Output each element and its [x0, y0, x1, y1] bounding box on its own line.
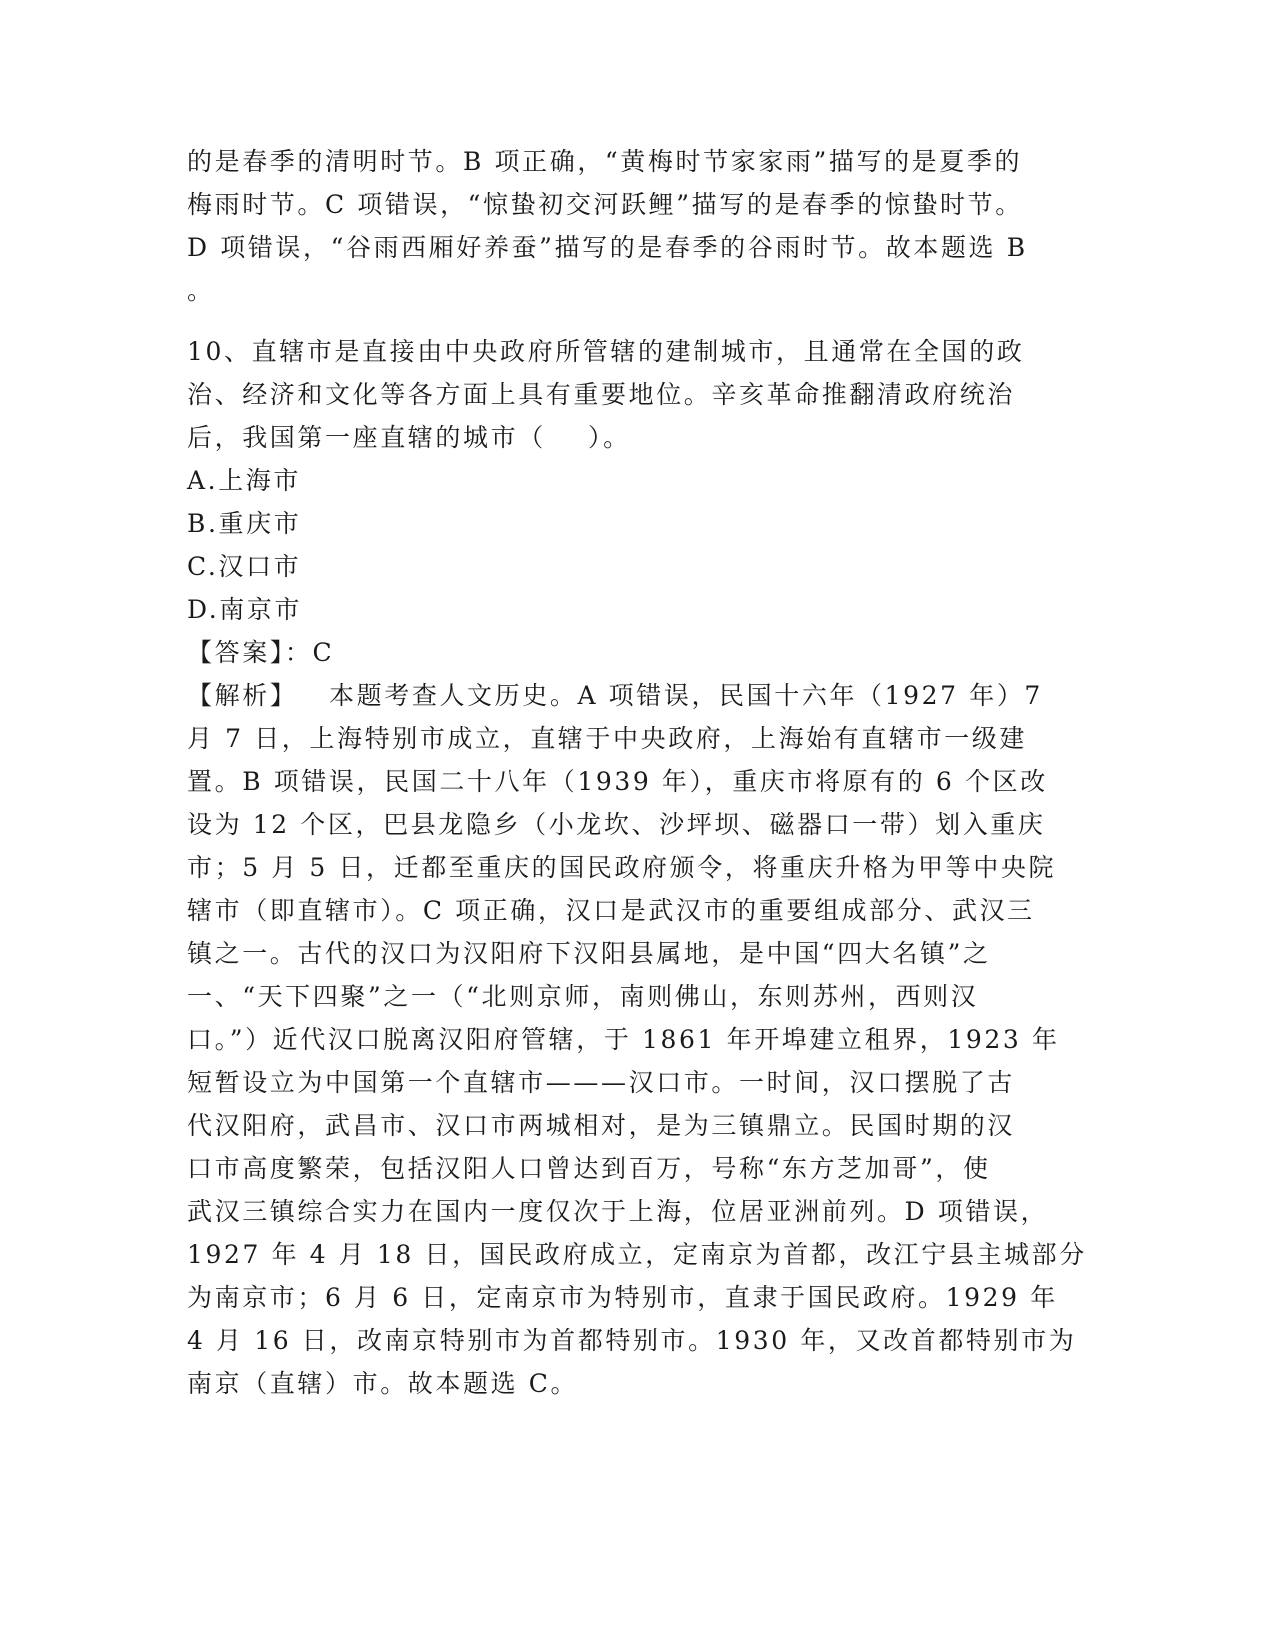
text-line: 4 月 16 日，改南京特别市为首都特别市。1930 年，又改首都特别市为	[187, 1326, 1077, 1355]
text-line: 梅雨时节。C 项错误，“惊蛰初交河跃鲤”描写的是春季的惊蛰时节。	[187, 190, 1023, 219]
text-line: 一、“天下四聚”之一（“北则京师，南则佛山，东则苏州，西则汉	[187, 982, 979, 1011]
document-page	[187, 140, 1087, 1405]
text-line: 的是春季的清明时节。B 项正确，“黄梅时节家家雨”描写的是夏季的	[187, 147, 1023, 176]
text-line: 代汉阳府，武昌市、汉口市两城相对，是为三镇鼎立。民国时期的汉	[187, 1111, 1016, 1140]
text-line: 镇之一。古代的汉口为汉阳府下汉阳县属地，是中国“四大名镇”之	[187, 939, 991, 968]
text-line: 【解析】 本题考查人文历史。A 项错误，民国十六年（1927 年）7	[187, 681, 1043, 710]
text-line: 口市高度繁荣，包括汉阳人口曾达到百万，号称“东方芝加哥”，使	[187, 1154, 991, 1183]
text-line: 为南京市；6 月 6 日，定南京市为特别市，直隶于国民政府。1929 年	[187, 1283, 1058, 1312]
text-line: 口。”）近代汉口脱离汉阳府管辖，于 1861 年开埠建立租界，1923 年	[187, 1025, 1060, 1054]
text-line: 市；5 月 5 日，迁都至重庆的国民政府颁令，将重庆升格为甲等中央院	[187, 853, 1057, 882]
option-a: A.上海市	[187, 466, 302, 495]
text-line: 短暂设立为中国第一个直辖市———汉口市。一时间，汉口摆脱了古	[187, 1068, 1016, 1097]
text-line: 置。B 项错误，民国二十八年（1939 年），重庆市将原有的 6 个区改	[187, 767, 1048, 796]
text-line: 。	[187, 276, 215, 305]
text-line: 辖市（即直辖市）。C 项正确，汉口是武汉市的重要组成部分、武汉三	[187, 896, 1035, 925]
text-line: 10、直辖市是直接由中央政府所管辖的建制城市，且通常在全国的政	[187, 337, 1025, 366]
option-d: D.南京市	[187, 595, 303, 624]
text-line: D 项错误，“谷雨西厢好养蚕”描写的是春季的谷雨时节。故本题选 B	[187, 233, 1028, 262]
text-line: 治、经济和文化等各方面上具有重要地位。辛亥革命推翻清政府统治	[187, 380, 1016, 409]
analysis	[187, 674, 1087, 1405]
question-options	[187, 459, 1087, 631]
question-10	[187, 330, 1087, 1405]
text-line: 后，我国第一座直辖的城市（ ）。	[187, 423, 631, 452]
option-b: B.重庆市	[187, 509, 302, 538]
text-line: 武汉三镇综合实力在国内一度仅次于上海，位居亚洲前列。D 项错误，	[187, 1197, 1049, 1226]
text-line: 月 7 日，上海特别市成立，直辖于中央政府，上海始有直辖市一级建	[187, 724, 1028, 753]
answer-line: 【答案】：C	[187, 638, 335, 667]
text-line: 南京（直辖）市。故本题选 C。	[187, 1369, 579, 1398]
question-stem	[187, 330, 1087, 459]
text-line: 设为 12 个区，巴县龙隐乡（小龙坎、沙坪坝、磁器口一带）划入重庆	[187, 810, 1046, 839]
option-c: C.汉口市	[187, 552, 302, 581]
spacer	[187, 312, 1087, 330]
previous-explanation	[187, 140, 1087, 312]
text-line: 1927 年 4 月 18 日，国民政府成立，定南京为首都，改江宁县主城部分	[187, 1240, 1087, 1269]
